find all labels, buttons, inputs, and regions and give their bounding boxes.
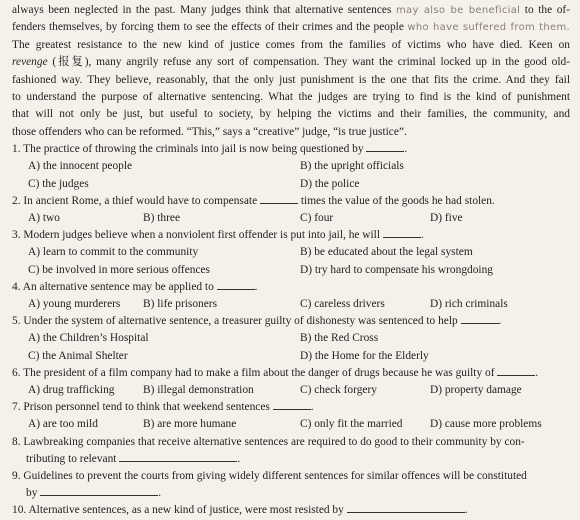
question-stem: 9. Guidelines to prevent the courts from giving widely different sentences for similar offences will be constituted: [12, 469, 527, 482]
options-row: [12, 330, 570, 347]
question-stem: 3. Modern judges believe when a nonviolent first offender is put into jail, he will .: [12, 229, 424, 242]
options-row: [12, 348, 570, 365]
option-b[interactable]: B) be educated about the legal system: [300, 246, 473, 259]
option-b[interactable]: B) are more humane: [143, 418, 237, 431]
option-c[interactable]: C) careless drivers: [300, 298, 385, 310]
question-stem: 5. Under the system of alternative sentence, a treasurer guilty of dishonesty was sentenced to help .: [12, 315, 502, 328]
question-stem: 2. In ancient Rome, a thief would have to compensate times the value of the goods he had stolen.: [12, 194, 495, 207]
answer-blank[interactable]: [497, 365, 535, 376]
option-c[interactable]: C) the judges: [28, 177, 89, 190]
question-stem: 7. Prison personnel tend to think that weekend sentences .: [12, 401, 314, 414]
passage-line: always been neglected in the past. Many judges think that alternative sentences may also be beneficial to the of-: [12, 4, 570, 16]
option-d[interactable]: D) try hard to compensate his wrongdoing: [300, 263, 493, 276]
option-b[interactable]: B) the Red Cross: [300, 332, 379, 345]
option-d[interactable]: D) rich criminals: [430, 298, 508, 310]
option-c[interactable]: C) four: [300, 212, 334, 225]
answer-blank[interactable]: [260, 193, 298, 204]
option-d[interactable]: D) five: [430, 212, 463, 225]
question-stem: 4. An alternative sentence may be applied to .: [12, 280, 258, 293]
option-a[interactable]: A) learn to commit to the community: [28, 246, 199, 259]
option-b[interactable]: B) three: [143, 212, 181, 225]
option-a[interactable]: A) the innocent people: [28, 160, 133, 173]
options-row: [12, 244, 570, 261]
answer-blank[interactable]: [217, 279, 255, 290]
question-stem: 8. Lawbreaking companies that receive alternative sentences are required to do good to their community by con-: [12, 435, 525, 448]
options-row: [12, 382, 570, 399]
passage-line: that will not only be just, but useful to society, by helping the victims and their families, the community, and: [12, 108, 570, 121]
question-stem-continued: tributing to relevant .: [26, 452, 241, 465]
option-a[interactable]: A) are too mild: [28, 418, 98, 431]
question-stem: 1. The practice of throwing the criminals into jail is now being questioned by .: [12, 143, 408, 156]
option-b[interactable]: B) the upright officials: [300, 160, 404, 173]
options-row: [12, 176, 570, 193]
option-c[interactable]: C) check forgery: [300, 383, 377, 396]
passage-line: The greatest resistance to the new kind of justice comes from the families of victims who have died. Keen on: [12, 38, 570, 51]
passage-line: to understand the purpose of alternative sentencing. What the judges are trying to find is the kind of punishment: [12, 91, 570, 104]
option-a[interactable]: A) the Children’s Hospital: [28, 332, 149, 345]
watermark-stamp: who have suffered from them.: [407, 22, 570, 34]
option-a[interactable]: A) two: [28, 212, 60, 225]
option-c[interactable]: C) only fit the married: [300, 418, 403, 431]
option-d[interactable]: D) cause more problems: [430, 418, 542, 431]
option-d[interactable]: D) property damage: [430, 383, 522, 396]
option-a[interactable]: A) drug trafficking: [28, 383, 115, 396]
questions-section: [12, 141, 570, 519]
answer-blank[interactable]: [461, 313, 499, 324]
options-row: [12, 262, 570, 279]
options-row: [12, 210, 570, 227]
option-b[interactable]: B) illegal demonstration: [143, 383, 254, 396]
option-b[interactable]: B) life prisoners: [143, 298, 218, 310]
option-c[interactable]: C) the Animal Shelter: [28, 349, 128, 362]
answer-blank[interactable]: [119, 451, 237, 462]
answer-blank[interactable]: [366, 141, 404, 152]
question-stem: 6. The president of a film company had to make a film about the danger of drugs because he was guilty of .: [12, 366, 539, 379]
passage-line: fenders themselves, by forcing them to see the effects of their crimes and the people who have suffered from them.: [12, 21, 570, 34]
answer-blank[interactable]: [273, 399, 311, 410]
answer-blank[interactable]: [347, 502, 465, 513]
options-row: [12, 416, 570, 433]
passage-line: those offenders who can be reformed. “This,” says a “creative” judge, “is true justice”.: [12, 125, 407, 138]
answer-blank[interactable]: [40, 485, 158, 496]
question-stem: 10. Alternative sentences, as a new kind of justice, were most resisted by .: [12, 504, 468, 517]
question-stem-continued: by .: [26, 487, 162, 500]
options-row: [12, 158, 570, 175]
reading-passage: [12, 2, 570, 141]
option-c[interactable]: C) be involved in more serious offences: [28, 263, 210, 276]
watermark-stamp: may also be beneficial: [395, 5, 521, 16]
passage-line: fashioned way. They believe, reasonably, that the only just punishment is the one that fits the crime. And they fail: [12, 73, 570, 86]
answer-blank[interactable]: [383, 227, 421, 238]
passage-line: revenge (报复), many angrily refuse any sort of compensation. They want the criminal locked up in the good old-: [12, 56, 570, 69]
option-d[interactable]: D) the police: [300, 177, 360, 190]
option-a[interactable]: A) young murderers: [28, 298, 121, 310]
option-d[interactable]: D) the Home for the Elderly: [300, 349, 429, 362]
options-row: [12, 296, 570, 313]
